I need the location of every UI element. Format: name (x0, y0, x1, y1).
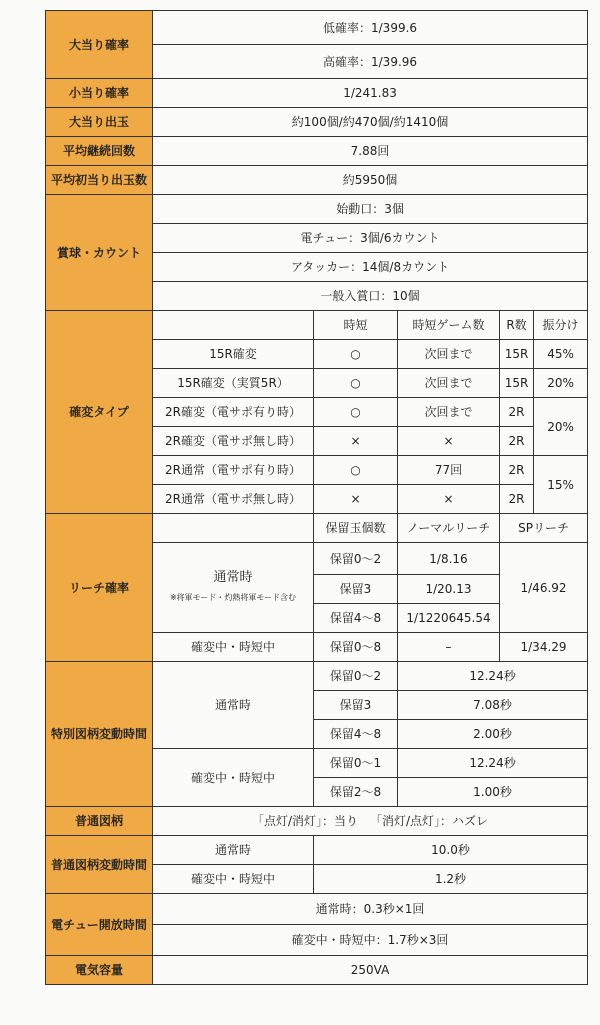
rounds: 2R (500, 456, 534, 485)
normal-reach: 1/8.16 (398, 543, 500, 575)
empty (153, 514, 314, 543)
note: ※将軍モード・灼熱将軍モード含む (169, 593, 297, 602)
row-label: 電気容量 (46, 956, 153, 985)
hold: 保留4〜8 (314, 720, 398, 749)
time: 7.08秒 (398, 691, 588, 720)
jitan: × (314, 427, 398, 456)
time: 12.24秒 (398, 662, 588, 691)
time: 2.00秒 (398, 720, 588, 749)
games: 次回まで (398, 340, 500, 369)
jitan: × (314, 485, 398, 514)
header: SPリーチ (500, 514, 588, 543)
share: 45% (534, 340, 588, 369)
share: 20% (534, 369, 588, 398)
value: アタッカー：14個/8カウント (153, 253, 588, 282)
hold: 保留3 (314, 691, 398, 720)
sp-reach: 1/46.92 (500, 543, 588, 633)
value: 約5950個 (153, 166, 588, 195)
sp-reach: 1/34.29 (500, 633, 588, 662)
row-label: 平均初当り出玉数 (46, 166, 153, 195)
row-label: 小当り確率 (46, 79, 153, 108)
header: 保留玉個数 (314, 514, 398, 543)
type-name: 2R通常（電サポ有り時） (153, 456, 314, 485)
row-label: 電チュー開放時間 (46, 894, 153, 956)
row-label: 大当り確率 (46, 11, 153, 79)
value: 通常時：0.3秒×1回 (153, 894, 588, 925)
normal-state: 通常時 (153, 662, 314, 749)
type-name: 2R通常（電サポ無し時） (153, 485, 314, 514)
games: × (398, 427, 500, 456)
normal-state (153, 543, 314, 633)
hold: 保留0〜2 (314, 662, 398, 691)
header: ノーマルリーチ (398, 514, 500, 543)
share: 15% (534, 456, 588, 514)
games: × (398, 485, 500, 514)
empty (153, 311, 314, 340)
type-name: 2R確変（電サポ有り時） (153, 398, 314, 427)
rounds: 2R (500, 427, 534, 456)
normal-reach: – (398, 633, 500, 662)
hold: 保留4〜8 (314, 604, 398, 633)
jitan: ○ (314, 456, 398, 485)
header: R数 (500, 311, 534, 340)
value (153, 807, 588, 836)
kakuhen-state: 確変中・時短中 (153, 633, 314, 662)
rounds: 15R (500, 369, 534, 398)
value: 7.88回 (153, 137, 588, 166)
normal-reach: 1/1220645.54 (398, 604, 500, 633)
value: 始動口：3個 (153, 195, 588, 224)
row-label: 確変タイプ (46, 311, 153, 514)
rounds: 2R (500, 485, 534, 514)
row-label: 大当り出玉 (46, 108, 153, 137)
hit-text: 「点灯/消灯」：当り (251, 814, 359, 828)
row-label: 普通図柄変動時間 (46, 836, 153, 894)
rounds: 2R (500, 398, 534, 427)
hold: 保留0〜2 (314, 543, 398, 575)
time: 12.24秒 (398, 749, 588, 778)
value: 約100個/約470個/約1410個 (153, 108, 588, 137)
miss-text: 「消灯/点灯」：ハズレ (370, 814, 489, 828)
value: 電チュー：3個/6カウント (153, 224, 588, 253)
kakuhen-state: 確変中・時短中 (153, 865, 314, 894)
hold: 保留3 (314, 575, 398, 604)
type-name: 2R確変（電サポ無し時） (153, 427, 314, 456)
value: 250VA (153, 956, 588, 985)
high-prob: 高確率：1/39.96 (153, 45, 588, 79)
low-prob: 低確率：1/399.6 (153, 11, 588, 45)
time: 10.0秒 (314, 836, 588, 865)
row-label: 普通図柄 (46, 807, 153, 836)
rounds: 15R (500, 340, 534, 369)
value: 1/241.83 (153, 79, 588, 108)
normal-label: 通常時 (213, 570, 253, 585)
header: 時短ゲーム数 (398, 311, 500, 340)
spec-table (45, 10, 588, 985)
header: 振分け (534, 311, 588, 340)
row-label: 特別図柄変動時間 (46, 662, 153, 807)
games: 次回まで (398, 398, 500, 427)
time: 1.00秒 (398, 778, 588, 807)
hold: 保留2〜8 (314, 778, 398, 807)
row-label: リーチ確率 (46, 514, 153, 662)
row-label: 平均継続回数 (46, 137, 153, 166)
value: 一般入賞口：10個 (153, 282, 588, 311)
normal-reach: 1/20.13 (398, 575, 500, 604)
jitan: ○ (314, 340, 398, 369)
normal-state: 通常時 (153, 836, 314, 865)
header: 時短 (314, 311, 398, 340)
kakuhen-state: 確変中・時短中 (153, 749, 314, 807)
type-name: 15R確変（実質5R） (153, 369, 314, 398)
jitan: ○ (314, 369, 398, 398)
time: 1.2秒 (314, 865, 588, 894)
share: 20% (534, 398, 588, 456)
games: 次回まで (398, 369, 500, 398)
games: 77回 (398, 456, 500, 485)
hold: 保留0〜1 (314, 749, 398, 778)
value: 確変中・時短中：1.7秒×3回 (153, 925, 588, 956)
type-name: 15R確変 (153, 340, 314, 369)
hold: 保留0〜8 (314, 633, 398, 662)
row-label: 賞球・カウント (46, 195, 153, 311)
jitan: ○ (314, 398, 398, 427)
